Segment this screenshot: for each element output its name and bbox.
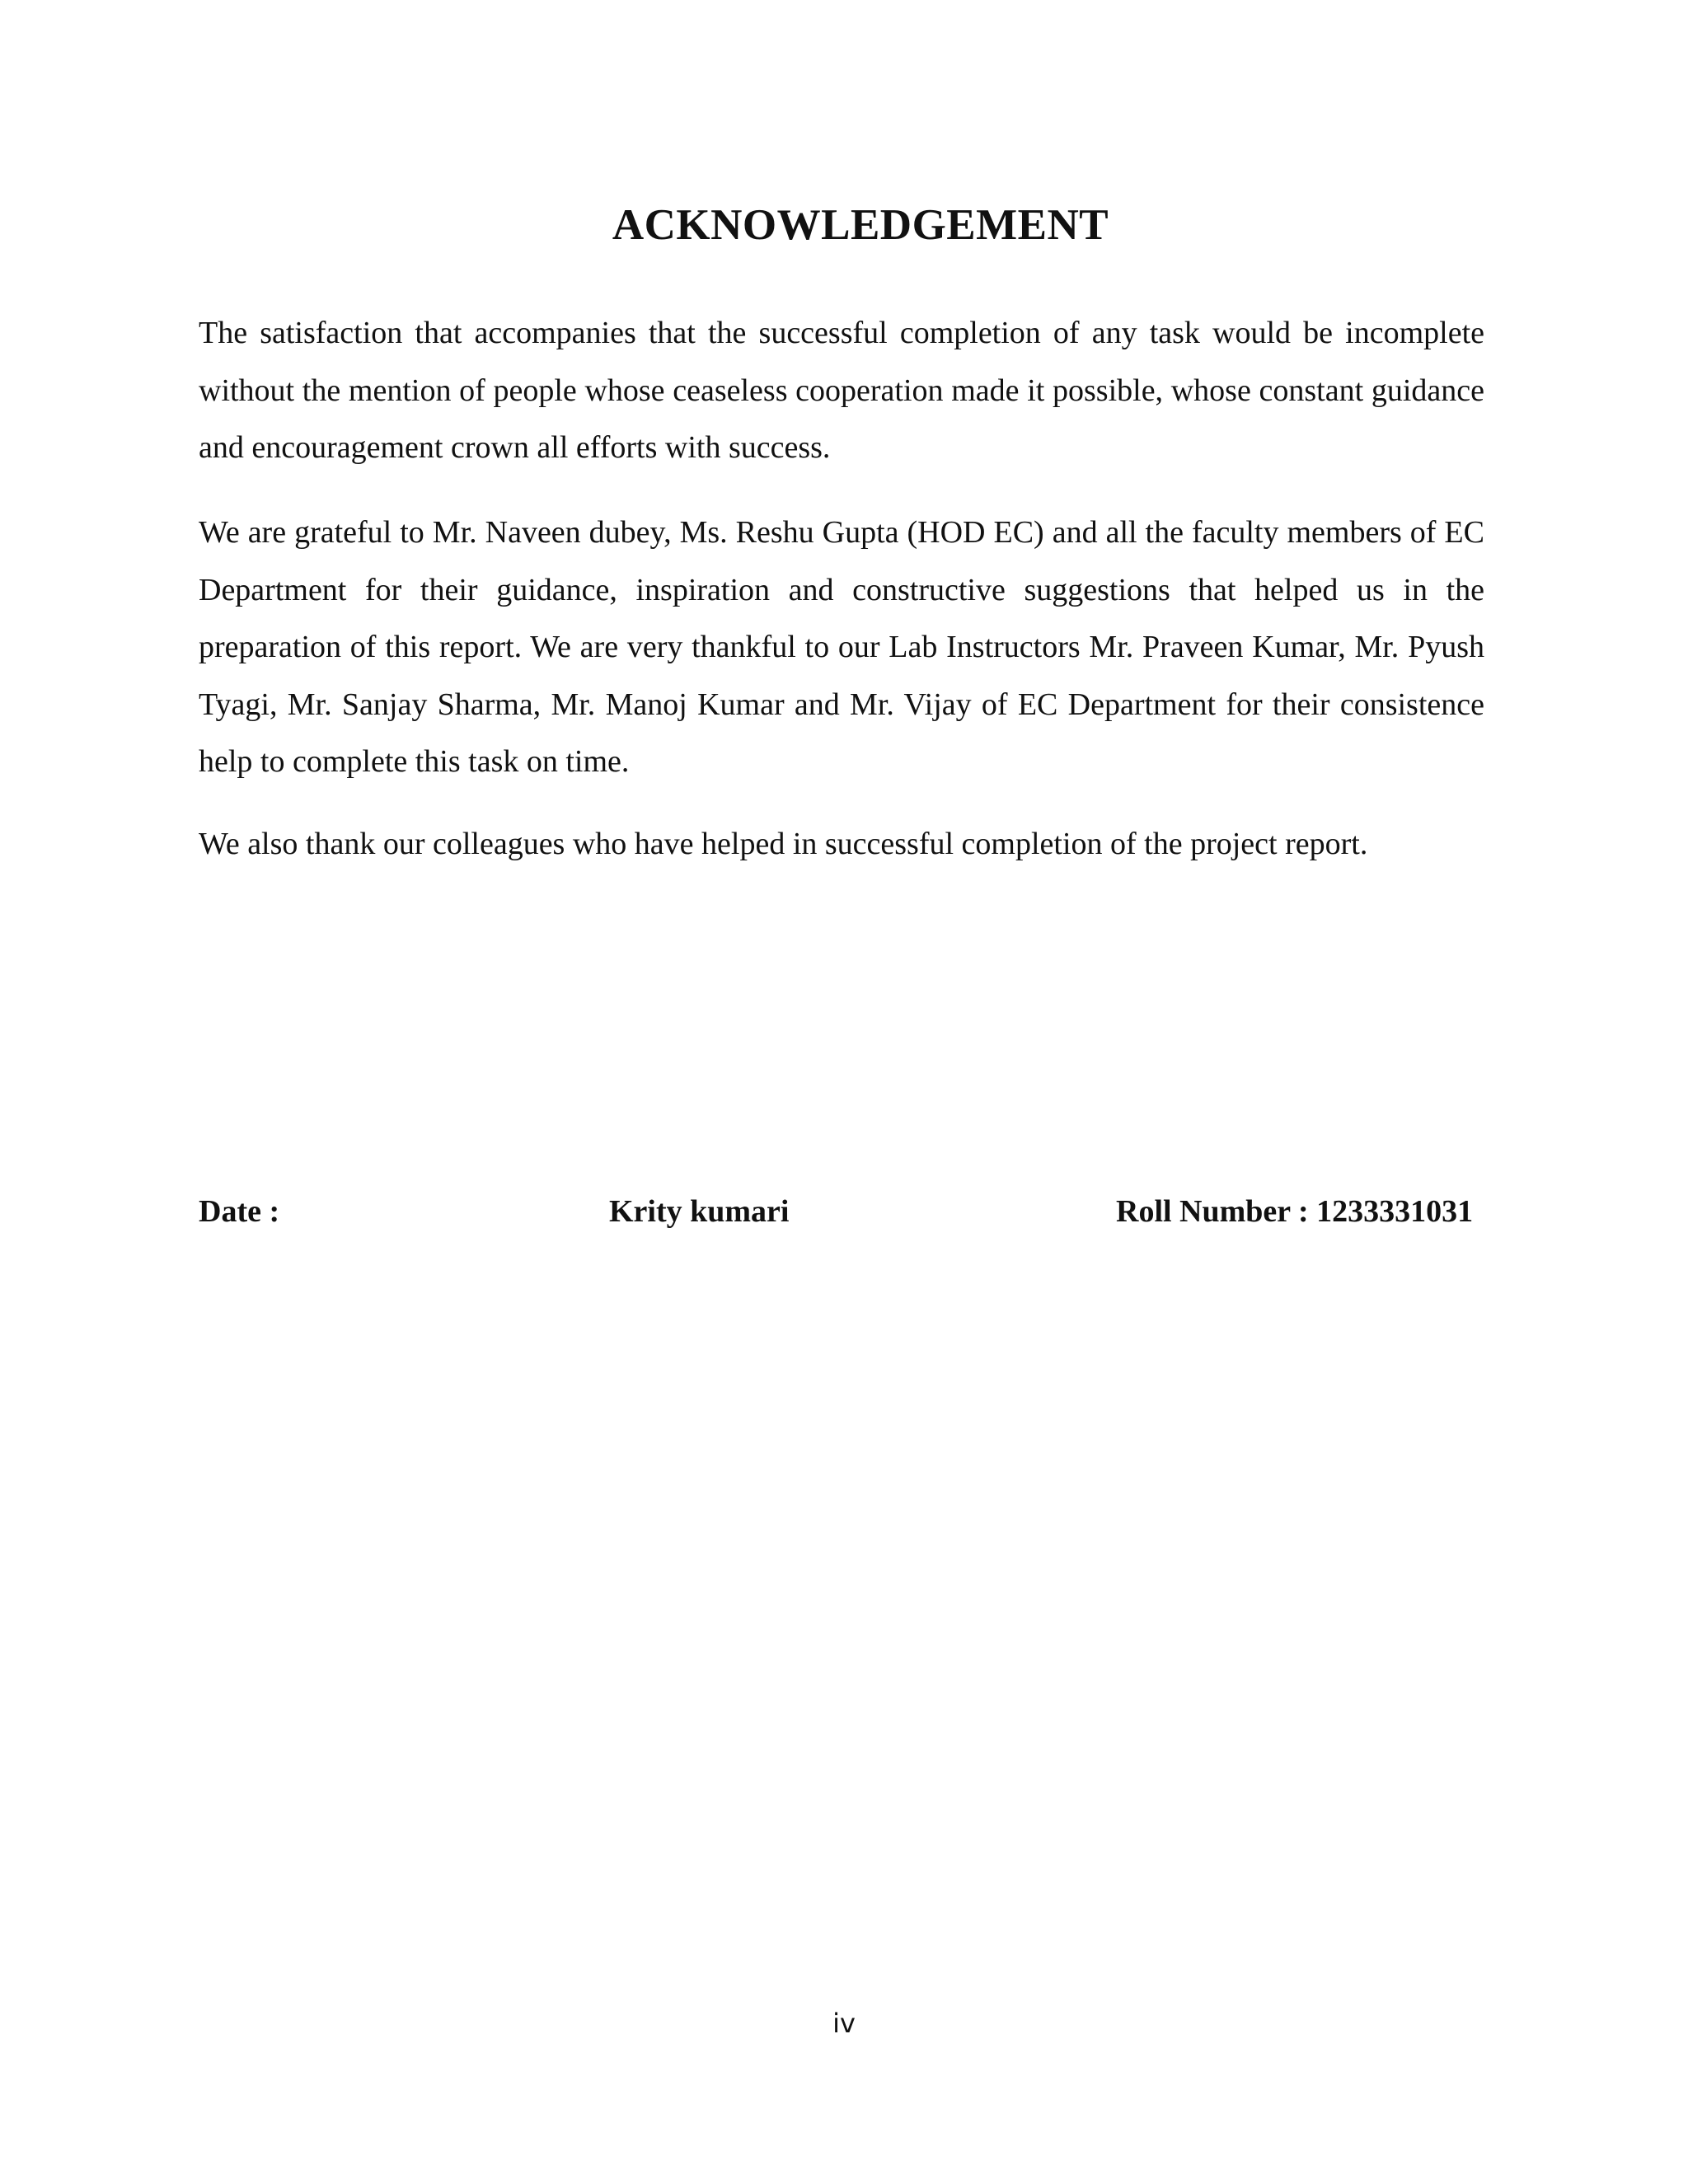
date-label: Date : xyxy=(199,1194,280,1229)
roll-number: Roll Number : 1233331031 xyxy=(1116,1194,1474,1229)
page-number: iv xyxy=(832,2008,856,2039)
paragraph-gratitude: We are grateful to Mr. Naveen dubey, Ms. Reshu Gupta (HOD EC) and all the faculty members of EC Department for their guidance, inspiration and constructive suggestions that helped us in the preparation of this report. We are very thankful to our Lab Instructors Mr. Praveen Kumar, Mr. Pyush Tyagi, Mr. Sanjay Sharma, Mr. Manoj Kumar and Mr. Vijay of EC Department for their consistence help to complete this task on time. xyxy=(199,515,1484,779)
page-title: ACKNOWLEDGEMENT xyxy=(612,201,1109,249)
paragraph-colleagues: We also thank our colleagues who have helped in successful completion of the project report. xyxy=(199,827,1368,861)
paragraph-satisfaction: The satisfaction that accompanies that the successful completion of any task would be incomplete without the mention of people whose ceaseless cooperation made it possible, whose constant guidance and encouragement crown all efforts with success. xyxy=(199,316,1484,465)
author-name: Krity kumari xyxy=(609,1194,790,1229)
